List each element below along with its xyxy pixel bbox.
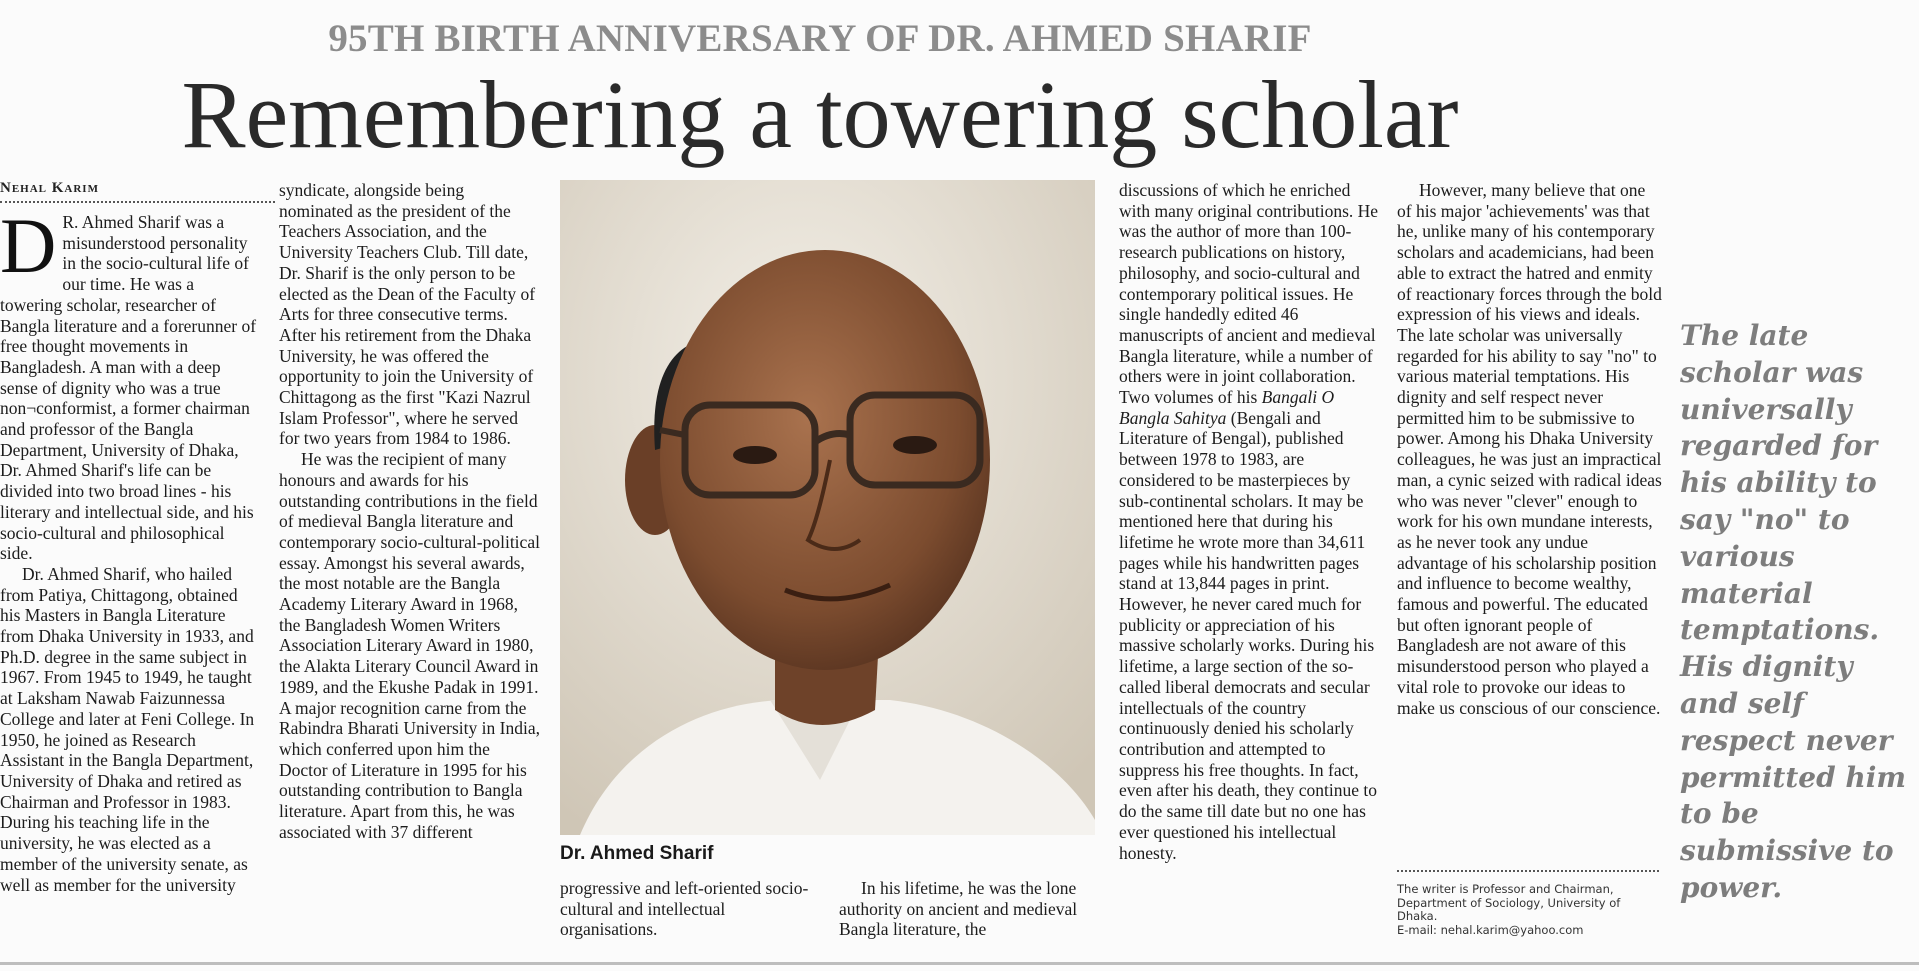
column-1 [0, 202, 258, 895]
drop-cap: D [0, 202, 57, 289]
column-3 [560, 878, 815, 940]
paragraph [0, 202, 258, 564]
column-2 [279, 180, 541, 843]
paragraph: syndicate, alongside being nominated as the president of the Teachers Association, and the University Teachers Club. Till date, Dr. Sharif is the only person to be elected as the Dean of the Faculty of Arts for three consecutive terms. After his retirement from the Dhaka University, he was offered the opportunity to join the University of Chittagong as the first "Kazi Nazrul Islam Professor", where he served for two years from 1984 to 1986. [279, 180, 536, 449]
paragraph: progressive and left-oriented socio-cultural and intellectual organisations. [560, 878, 809, 940]
paragraph: Dr. Ahmed Sharif, who hailed from Patiya, Chittagong, obtained his Masters in Bangla Literature from Dhaka University in 1933, and Ph.D. degree in the same subject in 1967. From 1945 to 1949, he taught at Laksham Nawab Faizunnessa College and later at Feni College. In 1950, he joined as Research Assistant in the Bangla Department, University of Dhaka and retired as Chairman and Professor in 1983. During his teaching life in the university, he was elected as a member of the university senate, as well as member for the university [0, 563, 255, 895]
headline: Remembering a towering scholar [181, 61, 1459, 168]
author-note-text: The writer is Professor and Chairman, Department of Sociology, University of Dhaka. [1397, 882, 1621, 924]
divider [0, 962, 1919, 965]
paragraph [1119, 180, 1381, 863]
paragraph: However, many believe that one of his major 'achievements' was that he, unlike many of his contemporary scholars and academicians, had been able to extract the hatred and enmity of reactionary forces through the bold expression of his views and ideals. The late scholar was universally regarded for his ability to say "no" to various material temptations. His dignity and self respect never permitted him to be submissive to power. Among his Dhaka University colleagues, he was just an impractical man, a cynic seized with radical ideas who was never "clever" enough to work for his own mundane interests, as he never took any undue advantage of his scholarship position and influence to become wealthy, famous and powerful. The educated but often ignorant people of Bangladesh are not aware of this misunderstood person who played a vital role to provoke our ideas to make us conscious of our conscience. [1397, 180, 1662, 718]
paragraph-text: discussions of which he enriched with many original contributions. He was the author of more than 100-research publications on history, philosophy, and socio-cultural and contemporary political issues. He single handedly edited 46 manuscripts of ancient and medieval Bangla literature, while a number of others were in joint collaboration. Two volumes of his [1119, 180, 1379, 408]
column-5 [1119, 180, 1381, 863]
author-note [1397, 883, 1659, 937]
byline: Nehal Karim [0, 180, 275, 203]
kicker: 95TH BIRTH ANNIVERSARY OF DR. AHMED SHARIF [328, 17, 1312, 60]
paragraph: In his lifetime, he was the lone authority on ancient and medieval Bangla literature, the [839, 878, 1078, 940]
paragraph-text: R. Ahmed Sharif was a misunderstood personality in the socio-cultural life of our time. He was a towering scholar, researcher of Bangla literature and a forerunner of free thought movements in Bangladesh. A man with a deep sense of dignity who was a true non¬conformist, a former chairman and professor of the Bangla Department, University of Dhaka, Dr. Ahmed Sharif's life can be divided into two broad lines - his literary and intellectual side, and his socio-cultural and philosophical side. [0, 212, 257, 564]
portrait-illustration [560, 180, 1095, 835]
photo-caption: Dr. Ahmed Sharif [560, 843, 714, 864]
column-6 [1397, 180, 1662, 718]
paragraph-text: (Bengali and Literature of Bengal), published between 1978 to 1983, are considered to be masterpieces by sub-continental scholars. It may be mentioned here that during his lifetime he wrote more than 34,611 pages while his handwritten pages stand at 13,844 pages in print. However, he never cared much for publicity or appreciation of his massive scholarly works. During his lifetime, a large section of the so-called liberal democrats and secular intellectuals of the country continuously denied his scholarly contribution and attempted to suppress his free thoughts. In fact, even after his death, they continue to do the same till date but no one has ever questioned his intellectual honesty. [1119, 407, 1378, 863]
column-4 [839, 878, 1094, 940]
divider [1397, 870, 1659, 872]
pull-quote: The late scholar was universally regarded for his ability to say "no" to various material temptations. His dignity and self respect never permitted him to be submissive to power. [1680, 319, 1907, 904]
paragraph: He was the recipient of many honours and awards for his outstanding contributions in the field of medieval Bangla literature and contemporary socio-cultural-political essay. Amongst his several awards, the most notable are the Bangla Academy Literary Award in 1968, the Bangladesh Women Writers Association Literary Award in 1980, the Alakta Literary Council Award in 1989, and the Ekushe Padak in 1991. A major recognition carne from the Rabindra Bharati University in India, which conferred upon him the Doctor of Literature in 1995 for his outstanding contribution to Bangla literature. Apart from this, he was associated with 37 different [279, 449, 540, 842]
portrait-photo [560, 180, 1095, 835]
author-email: E-mail: nehal.karim@yahoo.com [1397, 922, 1584, 937]
book-title: Bangali O Bangla Sahitya [1119, 387, 1335, 428]
